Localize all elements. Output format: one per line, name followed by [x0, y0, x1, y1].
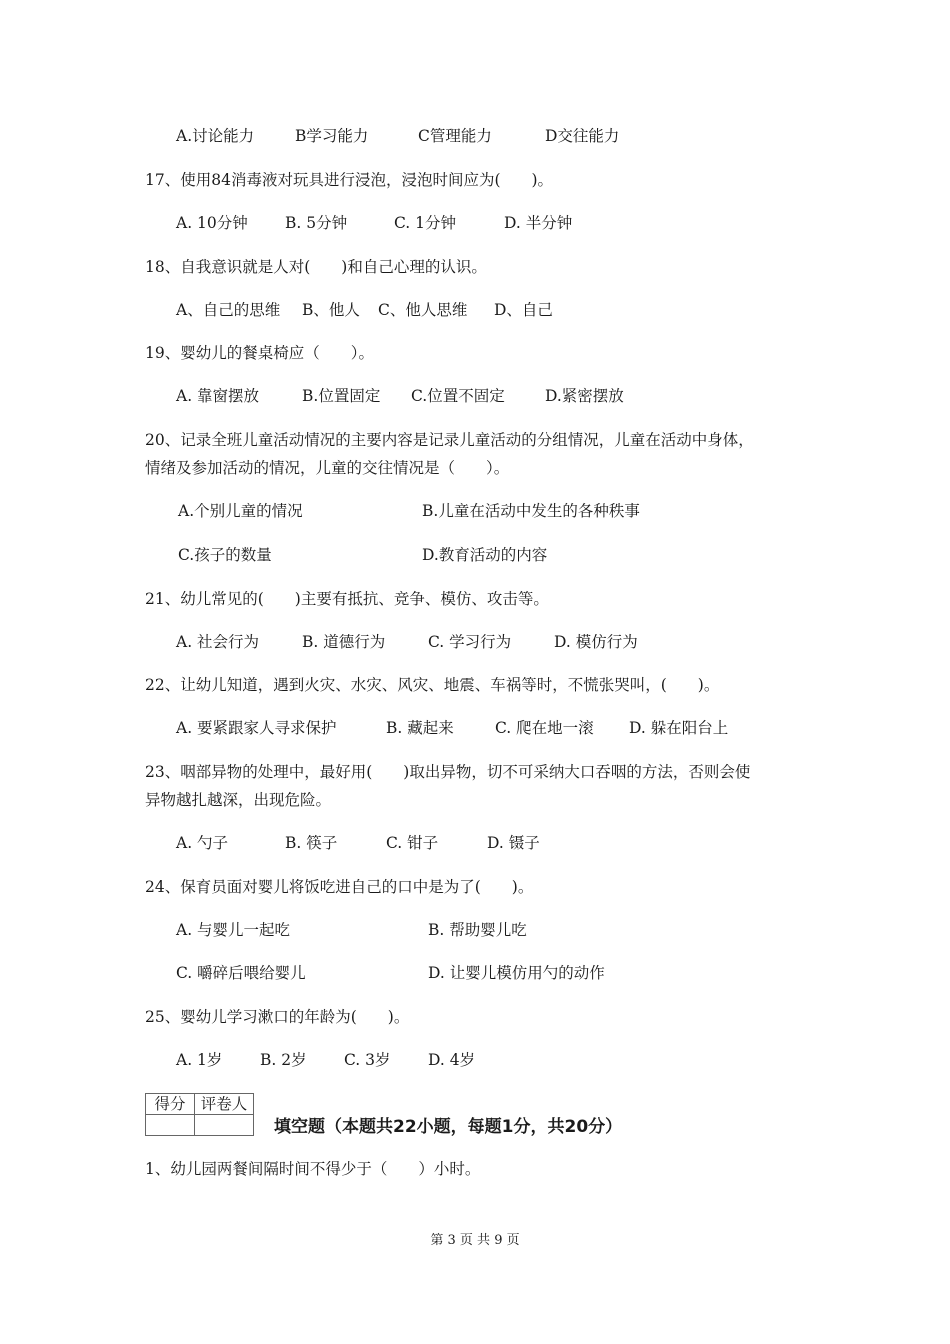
q18-option-c: C、他人思维 — [378, 301, 468, 319]
score-cell[interactable] — [146, 1115, 195, 1136]
q17-option-a: A. 10分钟 — [176, 214, 248, 232]
q24-option-d: D. 让婴儿模仿用勺的动作 — [428, 964, 605, 982]
q23-stem-line1: 23、咽部异物的处理中，最好用( )取出异物，切不可采纳大口吞咽的方法，否则会使 — [145, 763, 751, 781]
q19-option-b: B.位置固定 — [302, 387, 381, 405]
q17-option-b: B. 5分钟 — [285, 214, 348, 232]
q20-option-b: B.儿童在活动中发生的各种秩事 — [422, 502, 640, 520]
q16-option-d: D交往能力 — [545, 127, 620, 145]
q22-stem: 22、让幼儿知道，遇到火灾、水灾、风灾、地震、车祸等时，不慌张哭叫，( )。 — [145, 676, 720, 694]
q20-option-c: C.孩子的数量 — [178, 546, 272, 564]
q20-option-d: D.教育活动的内容 — [422, 546, 548, 564]
q20-option-a: A.个别儿童的情况 — [178, 502, 303, 520]
q16-option-b: B学习能力 — [295, 127, 369, 145]
q21-option-a: A. 社会行为 — [176, 633, 260, 651]
q25-option-b: B. 2岁 — [260, 1051, 307, 1069]
q24-stem: 24、保育员面对婴儿将饭吃进自己的口中是为了( )。 — [145, 878, 534, 896]
q19-option-a: A. 靠窗摆放 — [176, 387, 260, 405]
q21-option-d: D. 模仿行为 — [554, 633, 638, 651]
q24-option-c: C. 嚼碎后喂给婴儿 — [176, 964, 306, 982]
q16-option-c: C管理能力 — [418, 127, 492, 145]
score-table — [145, 1093, 254, 1136]
score-header: 得分 — [146, 1094, 195, 1115]
q22-option-c: C. 爬在地一滚 — [495, 719, 594, 737]
page-footer: 第 3 页 共 9 页 — [430, 1233, 520, 1248]
grader-cell[interactable] — [195, 1115, 254, 1136]
q18-option-d: D、自己 — [494, 301, 553, 319]
grader-header: 评卷人 — [195, 1094, 254, 1115]
q24-option-a: A. 与婴儿一起吃 — [176, 921, 291, 939]
q18-option-a: A、自己的思维 — [176, 301, 281, 319]
q19-stem: 19、婴幼儿的餐桌椅应（ ）。 — [145, 344, 374, 362]
fill-question-1: 1、幼儿园两餐间隔时间不得少于（ ）小时。 — [145, 1160, 481, 1178]
q25-option-c: C. 3岁 — [344, 1051, 391, 1069]
q21-option-c: C. 学习行为 — [428, 633, 512, 651]
q25-option-d: D. 4岁 — [428, 1051, 476, 1069]
q17-option-d: D. 半分钟 — [504, 214, 573, 232]
q23-option-b: B. 筷子 — [285, 834, 338, 852]
q20-stem-line1: 20、记录全班儿童活动情况的主要内容是记录儿童活动的分组情况，儿童在活动中身体， — [145, 431, 754, 449]
q22-option-d: D. 躲在阳台上 — [629, 719, 729, 737]
q22-option-b: B. 藏起来 — [386, 719, 454, 737]
q18-stem: 18、自我意识就是人对( )和自己心理的认识。 — [145, 258, 487, 276]
q23-option-a: A. 勺子 — [176, 834, 229, 852]
q25-option-a: A. 1岁 — [176, 1051, 223, 1069]
q21-stem: 21、幼儿常见的( )主要有抵抗、竞争、模仿、攻击等。 — [145, 590, 549, 608]
q25-stem: 25、婴幼儿学习漱口的年龄为( )。 — [145, 1008, 410, 1026]
q17-option-c: C. 1分钟 — [394, 214, 457, 232]
q18-option-b: B、他人 — [302, 301, 360, 319]
q23-stem-line2: 异物越扎越深，出现危险。 — [145, 791, 332, 809]
q17-stem: 17、使用84消毒液对玩具进行浸泡，浸泡时间应为( )。 — [145, 171, 554, 189]
q23-option-d: D. 镊子 — [487, 834, 540, 852]
section-title: 填空题（本题共22小题，每题1分，共20分） — [274, 1117, 623, 1137]
q20-stem-line2: 情绪及参加活动的情况，儿童的交往情况是（ ）。 — [145, 459, 510, 477]
q19-option-c: C.位置不固定 — [411, 387, 505, 405]
q23-option-c: C. 钳子 — [386, 834, 439, 852]
q21-option-b: B. 道德行为 — [302, 633, 386, 651]
q24-option-b: B. 帮助婴儿吃 — [428, 921, 527, 939]
q22-option-a: A. 要紧跟家人寻求保护 — [176, 719, 337, 737]
q19-option-d: D.紧密摆放 — [545, 387, 624, 405]
q16-option-a: A.讨论能力 — [176, 127, 255, 145]
